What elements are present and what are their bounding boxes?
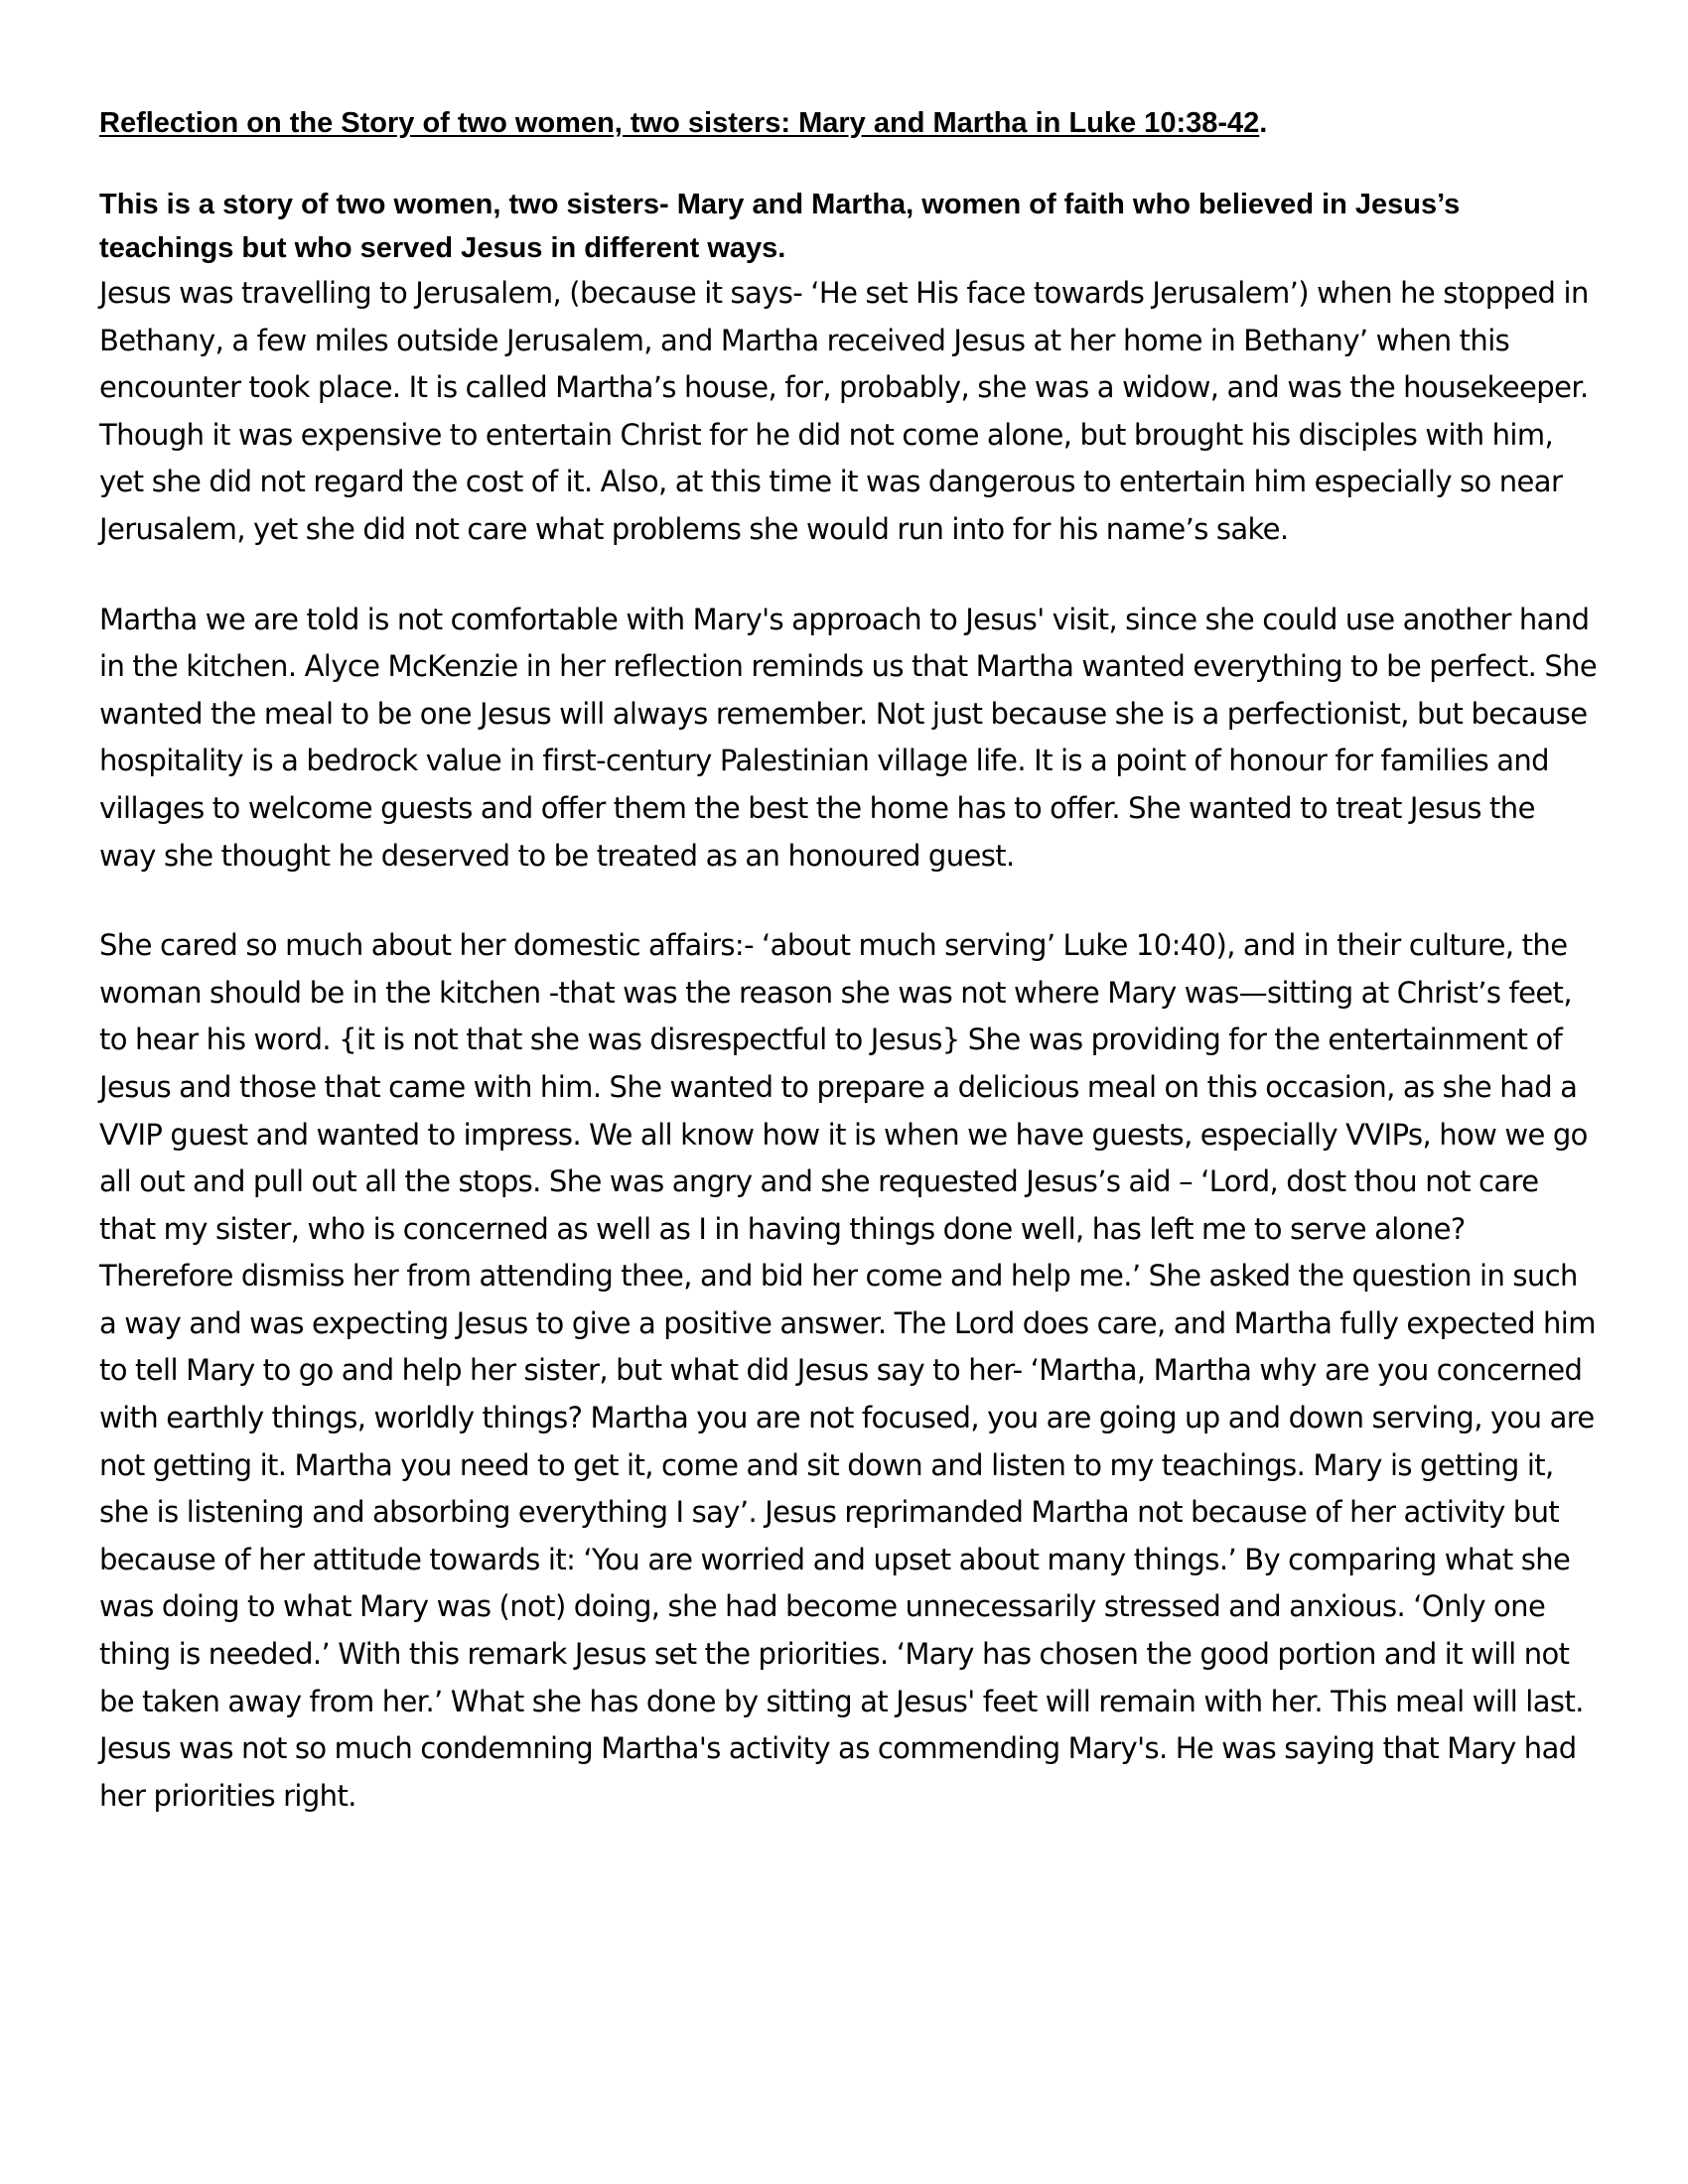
- document-page: [99, 99, 1599, 1820]
- document-title-text: Reflection on the Story of two women, two sisters: Mary and Martha in Luke 10:38-42: [99, 107, 1260, 139]
- document-title: [99, 105, 1599, 141]
- body-paragraph-1: Jesus was travelling to Jerusalem, (because it says- ‘He set His face towards Jerusalem’) when he stopped in Bethany, a few miles outside Jerusalem, and Martha received Jesus at her home in Bethany’ when this encounter took place. It is called Martha’s house, for, probably, she was a widow, and was the housekeeper. Though it was expensive to entertain Christ for he did not come alone, but brought his disciples with him, yet she did not regard the cost of it. Also, at this time it was dangerous to entertain him especially so near Jerusalem, yet she did not care what problems she would run into for his name’s sake.: [99, 276, 1589, 546]
- document-title-period: .: [1259, 107, 1268, 139]
- lead-paragraph: This is a story of two women, two sisters- Mary and Martha, women of faith who believed in Jesus’s teachings but who served Jesus in different ways.: [99, 189, 1461, 264]
- body-paragraph-2: Martha we are told is not comfortable with Mary's approach to Jesus' visit, since she could use another hand in the kitchen. Alyce McKenzie in her reflection reminds us that Martha wanted everything to be perfect. She wanted the meal to be one Jesus will always remember. Not just because she is a perfectionist, but because hospitality is a bedrock value in first-century Palestinian village life. It is a point of honour for families and villages to welcome guests and offer them the best the home has to offer. She wanted to treat Jesus the way she thought he deserved to be treated as an honoured guest.: [99, 602, 1598, 873]
- body-paragraph-3: She cared so much about her domestic affairs:- ‘about much serving’ Luke 10:40), and in their culture, the woman should be in the kitchen -that was the reason she was not where Mary was—sitting at Christ’s feet, to hear his word. {it is not that she was disrespectful to Jesus} She was providing for the entertainment of Jesus and those that came with him. She wanted to prepare a delicious meal on this occasion, as she had a VVIP guest and wanted to impress. We all know how it is when we have guests, especially VVIPs, how we go all out and pull out all the stops. She was angry and she requested Jesus’s aid – ‘Lord, dost thou not care that my sister, who is concerned as well as I in having things done well, has left me to serve alone? Therefore dismiss her from attending thee, and bid her come and help me.’ She asked the question in such a way and was expecting Jesus to give a positive answer. The Lord does care, and Martha fully expected him to tell Mary to go and help her sister, but what did Jesus say to her- ‘Martha, Martha why are you concerned with earthly things, worldly things? Martha you are not focused, you are going up and down serving, you are not getting it. Martha you need to get it, come and sit down and listen to my teachings. Mary is getting it, she is listening and absorbing everything I say’. Jesus reprimanded Martha not because of her activity but because of her attitude towards it: ‘You are worried and upset about many things.’ By comparing what she was doing to what Mary was (not) doing, she had become unnecessarily stressed and anxious. ‘Only one thing is needed.’ With this remark Jesus set the priorities. ‘Mary has chosen the good portion and it will not be taken away from her.’ What she has done by sitting at Jesus' feet will remain with her. This meal will last. Jesus was not so much condemning Martha's activity as commending Mary's. He was saying that Mary had her priorities right.: [99, 928, 1596, 1813]
